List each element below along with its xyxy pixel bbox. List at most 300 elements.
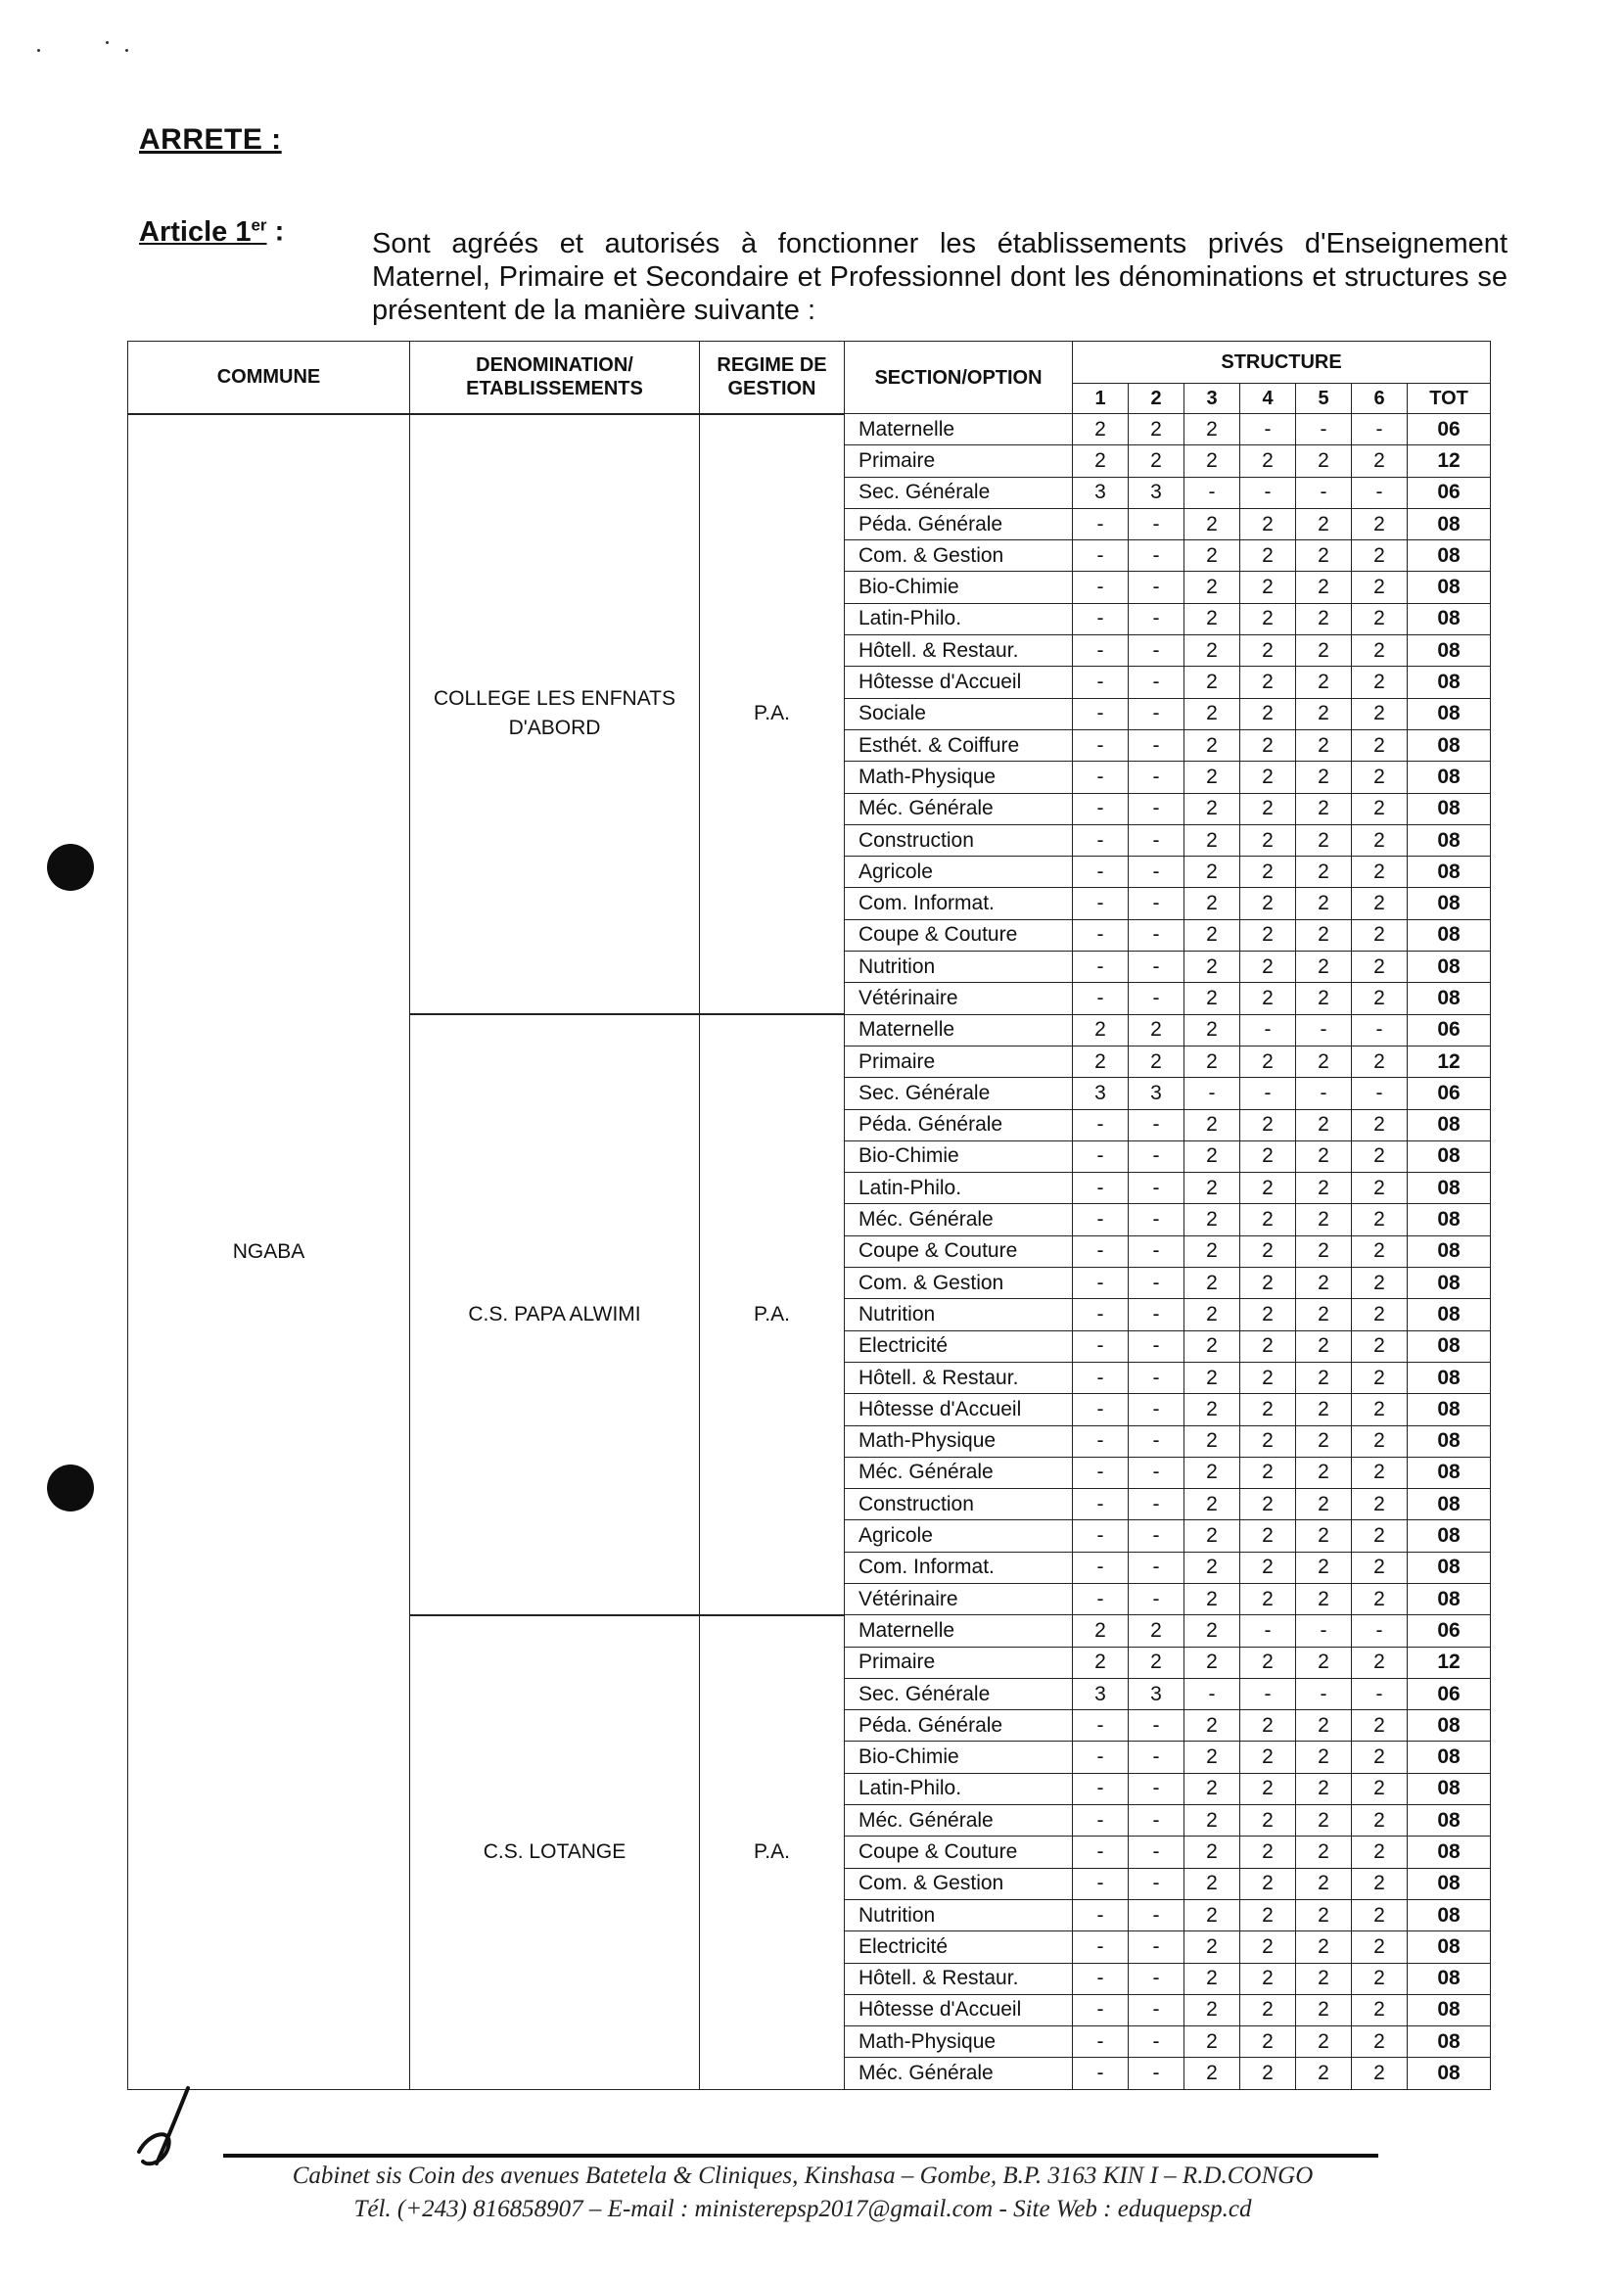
structure-cell: 2 [1184, 919, 1240, 951]
structure-cell: 2 [1352, 1552, 1408, 1583]
structure-cell: - [1073, 1994, 1129, 2025]
structure-cell: 2 [1129, 445, 1184, 477]
structure-cell: 2 [1296, 762, 1352, 793]
section-option-cell: Coupe & Couture [845, 1235, 1073, 1267]
section-option-cell: Com. Informat. [845, 888, 1073, 919]
structure-cell: 2 [1240, 1173, 1296, 1204]
structure-cell: 2 [1352, 1994, 1408, 2025]
structure-cell: 2 [1296, 1489, 1352, 1520]
structure-cell: 3 [1073, 1078, 1129, 1109]
structure-cell: - [1073, 888, 1129, 919]
total-cell: 08 [1408, 1425, 1491, 1457]
structure-cell: - [1073, 1868, 1129, 1899]
structure-cell: - [1129, 1204, 1184, 1235]
header-col: 6 [1352, 384, 1408, 414]
total-cell: 08 [1408, 793, 1491, 824]
total-cell: 12 [1408, 445, 1491, 477]
total-cell: 08 [1408, 572, 1491, 603]
total-cell: 08 [1408, 1204, 1491, 1235]
structure-cell: 2 [1184, 824, 1240, 856]
structure-cell: - [1296, 414, 1352, 445]
header-col: 4 [1240, 384, 1296, 414]
structure-cell: 2 [1240, 1140, 1296, 1172]
structure-cell: 2 [1352, 952, 1408, 983]
structure-cell: - [1073, 1710, 1129, 1742]
structure-cell: 2 [1296, 1204, 1352, 1235]
section-option-cell: Hôtell. & Restaur. [845, 1362, 1073, 1393]
section-option-cell: Sociale [845, 698, 1073, 729]
section-option-cell: Com. & Gestion [845, 1868, 1073, 1899]
section-option-cell: Méc. Générale [845, 1805, 1073, 1837]
structure-cell: - [1073, 1109, 1129, 1140]
structure-cell: 2 [1240, 1994, 1296, 2025]
structure-cell: - [1352, 1014, 1408, 1046]
structure-cell: - [1129, 1899, 1184, 1930]
structure-cell: - [1129, 572, 1184, 603]
structure-cell: - [1073, 2026, 1129, 2058]
total-cell: 08 [1408, 952, 1491, 983]
structure-cell: 2 [1296, 1299, 1352, 1330]
structure-cell: 2 [1296, 1710, 1352, 1742]
structure-cell: 2 [1184, 1805, 1240, 1837]
structure-cell: - [1352, 1615, 1408, 1647]
structure-cell: - [1073, 508, 1129, 539]
structure-cell: - [1073, 1583, 1129, 1614]
structure-cell: 2 [1352, 793, 1408, 824]
section-option-cell: Sec. Générale [845, 1078, 1073, 1109]
total-cell: 08 [1408, 1931, 1491, 1963]
structure-cell: 2 [1296, 888, 1352, 919]
structure-cell: 2 [1352, 1710, 1408, 1742]
structure-cell: 2 [1352, 572, 1408, 603]
footer [196, 2160, 1410, 2226]
structure-cell: - [1129, 857, 1184, 888]
section-option-cell: Péda. Générale [845, 1710, 1073, 1742]
section-option-cell: Méc. Générale [845, 1457, 1073, 1488]
section-option-cell: Latin-Philo. [845, 1773, 1073, 1804]
total-cell: 08 [1408, 667, 1491, 698]
structure-cell: 2 [1296, 603, 1352, 634]
structure-cell: 2 [1352, 1394, 1408, 1425]
total-cell: 08 [1408, 1868, 1491, 1899]
total-cell: 08 [1408, 1742, 1491, 1773]
structure-cell: 2 [1240, 983, 1296, 1014]
structure-cell: 2 [1184, 540, 1240, 572]
structure-cell: 2 [1352, 824, 1408, 856]
structure-cell: 2 [1296, 1362, 1352, 1393]
section-option-cell: Com. Informat. [845, 1552, 1073, 1583]
structure-cell: 2 [1240, 1520, 1296, 1552]
structure-cell: - [1129, 1394, 1184, 1425]
structure-cell: 2 [1352, 2026, 1408, 2058]
structure-cell: - [1184, 1678, 1240, 1709]
section-option-cell: Maternelle [845, 414, 1073, 445]
structure-cell: 2 [1352, 508, 1408, 539]
structure-cell: 2 [1240, 667, 1296, 698]
structure-cell: 2 [1296, 919, 1352, 951]
structure-cell: - [1129, 603, 1184, 634]
establishment-name: C.S. PAPA ALWIMI [410, 1014, 700, 1615]
total-cell: 08 [1408, 888, 1491, 919]
structure-cell: - [1073, 1204, 1129, 1235]
footer-contact: Tél. (+243) 816858907 – E-mail : ministerepsp2017@gmail.com - Site Web : eduquepsp.cd [353, 2196, 1252, 2222]
structure-cell: - [1129, 1457, 1184, 1488]
structure-cell: 2 [1352, 1457, 1408, 1488]
structure-cell: 2 [1296, 667, 1352, 698]
structure-cell: - [1073, 1425, 1129, 1457]
structure-cell: 2 [1073, 1615, 1129, 1647]
section-option-cell: Sec. Générale [845, 477, 1073, 508]
total-cell: 06 [1408, 1678, 1491, 1709]
structure-cell: - [1296, 1678, 1352, 1709]
structure-cell: - [1073, 857, 1129, 888]
structure-cell: - [1073, 1742, 1129, 1773]
structure-cell: 2 [1296, 698, 1352, 729]
structure-cell: 2 [1240, 445, 1296, 477]
structure-cell: 2 [1352, 1837, 1408, 1868]
section-option-cell: Bio-Chimie [845, 1140, 1073, 1172]
structure-cell: - [1129, 1140, 1184, 1172]
structure-cell: 2 [1296, 445, 1352, 477]
structure-cell: 2 [1240, 1742, 1296, 1773]
structure-cell: 2 [1240, 1109, 1296, 1140]
structure-cell: - [1129, 1235, 1184, 1267]
structure-cell: 2 [1240, 603, 1296, 634]
structure-cell: 2 [1352, 1425, 1408, 1457]
header-regime: REGIME DE GESTION [700, 342, 845, 414]
section-option-cell: Bio-Chimie [845, 1742, 1073, 1773]
structure-cell: 2 [1184, 857, 1240, 888]
structure-cell: 2 [1184, 1425, 1240, 1457]
structure-cell: 2 [1296, 729, 1352, 761]
structure-cell: 2 [1296, 1425, 1352, 1457]
header-col: 2 [1129, 384, 1184, 414]
structure-cell: 2 [1296, 1773, 1352, 1804]
structure-cell: 2 [1296, 952, 1352, 983]
structure-cell: 2 [1240, 1931, 1296, 1963]
structure-cell: 2 [1240, 1235, 1296, 1267]
structure-cell: 2 [1240, 1204, 1296, 1235]
structure-cell: 2 [1184, 1330, 1240, 1362]
structure-cell: 2 [1352, 1583, 1408, 1614]
header-denomination: DENOMINATION/ ETABLISSEMENTS [410, 342, 700, 414]
structure-cell: 2 [1240, 824, 1296, 856]
structure-cell: - [1129, 2026, 1184, 2058]
total-cell: 08 [1408, 1710, 1491, 1742]
structure-cell: 2 [1240, 698, 1296, 729]
binder-hole [47, 1465, 94, 1512]
regime-cell: P.A. [700, 414, 845, 1015]
structure-cell: 2 [1352, 1330, 1408, 1362]
structure-cell: 2 [1129, 1046, 1184, 1077]
section-option-cell: Vétérinaire [845, 1583, 1073, 1614]
structure-cell: 2 [1352, 1805, 1408, 1837]
structure-cell: 3 [1129, 477, 1184, 508]
structure-cell: 2 [1240, 729, 1296, 761]
section-option-cell: Primaire [845, 1647, 1073, 1678]
section-option-cell: Electricité [845, 1330, 1073, 1362]
structure-cell: - [1296, 1014, 1352, 1046]
structure-cell: 2 [1184, 1931, 1240, 1963]
section-option-cell: Nutrition [845, 1899, 1073, 1930]
structure-cell: 2 [1129, 1014, 1184, 1046]
structure-cell: - [1129, 1963, 1184, 1994]
structure-cell: 2 [1296, 983, 1352, 1014]
total-cell: 08 [1408, 824, 1491, 856]
structure-cell: - [1129, 824, 1184, 856]
structure-cell: - [1073, 1489, 1129, 1520]
structure-cell: 2 [1184, 1204, 1240, 1235]
structure-cell: 2 [1184, 1615, 1240, 1647]
structure-cell: - [1129, 508, 1184, 539]
structure-cell: 2 [1184, 1489, 1240, 1520]
structure-cell: - [1129, 1931, 1184, 1963]
structure-cell: 2 [1184, 698, 1240, 729]
section-option-cell: Agricole [845, 857, 1073, 888]
section-option-cell: Electricité [845, 1931, 1073, 1963]
structure-cell: 2 [1184, 888, 1240, 919]
total-cell: 06 [1408, 1014, 1491, 1046]
total-cell: 08 [1408, 1140, 1491, 1172]
total-cell: 08 [1408, 540, 1491, 572]
structure-cell: 2 [1184, 952, 1240, 983]
structure-cell: - [1073, 1268, 1129, 1299]
structure-cell: 2 [1352, 1140, 1408, 1172]
total-cell: 08 [1408, 1235, 1491, 1267]
structure-cell: 2 [1184, 1140, 1240, 1172]
structure-cell: - [1073, 824, 1129, 856]
structure-cell: - [1129, 1583, 1184, 1614]
structure-cell: 2 [1352, 729, 1408, 761]
structure-cell: 2 [1184, 1647, 1240, 1678]
structure-cell: 2 [1184, 1362, 1240, 1393]
structure-cell: - [1073, 919, 1129, 951]
structure-cell: - [1240, 1678, 1296, 1709]
structure-cell: 2 [1184, 445, 1240, 477]
structure-cell: 3 [1129, 1078, 1184, 1109]
total-cell: 08 [1408, 1268, 1491, 1299]
structure-cell: - [1129, 1109, 1184, 1140]
section-option-cell: Primaire [845, 445, 1073, 477]
structure-cell: - [1352, 477, 1408, 508]
structure-cell: 2 [1352, 635, 1408, 667]
section-option-cell: Péda. Générale [845, 508, 1073, 539]
structure-cell: - [1352, 1078, 1408, 1109]
structure-cell: 2 [1240, 1583, 1296, 1614]
section-option-cell: Hôtesse d'Accueil [845, 1394, 1073, 1425]
structure-table [127, 341, 1490, 2090]
structure-cell: - [1073, 1805, 1129, 1837]
structure-cell: - [1296, 1078, 1352, 1109]
structure-cell: 2 [1240, 793, 1296, 824]
structure-cell: - [1073, 1931, 1129, 1963]
structure-cell: - [1129, 1805, 1184, 1837]
structure-cell: 2 [1184, 1457, 1240, 1488]
structure-cell: 2 [1296, 1235, 1352, 1267]
section-option-cell: Construction [845, 824, 1073, 856]
structure-cell: - [1129, 793, 1184, 824]
structure-cell: 2 [1184, 1235, 1240, 1267]
structure-cell: 2 [1352, 1963, 1408, 1994]
structure-cell: 2 [1240, 1394, 1296, 1425]
structure-cell: - [1073, 572, 1129, 603]
structure-cell: 2 [1240, 1868, 1296, 1899]
structure-cell: 2 [1184, 667, 1240, 698]
structure-cell: - [1129, 729, 1184, 761]
section-option-cell: Sec. Générale [845, 1678, 1073, 1709]
structure-cell: 2 [1296, 1109, 1352, 1140]
structure-cell: 2 [1184, 1520, 1240, 1552]
total-cell: 12 [1408, 1647, 1491, 1678]
structure-cell: - [1129, 1489, 1184, 1520]
structure-cell: 2 [1240, 1457, 1296, 1488]
total-cell: 08 [1408, 1583, 1491, 1614]
structure-cell: 2 [1296, 1583, 1352, 1614]
structure-cell: - [1129, 1330, 1184, 1362]
structure-cell: 2 [1184, 1710, 1240, 1742]
section-option-cell: Hôtesse d'Accueil [845, 667, 1073, 698]
structure-cell: - [1073, 983, 1129, 1014]
structure-cell: - [1129, 919, 1184, 951]
structure-cell: 2 [1184, 414, 1240, 445]
total-cell: 12 [1408, 1046, 1491, 1077]
article-text: Sont agréés et autorisés à fonctionner les établissements privés d'Enseignement Maternel, Primaire et Secondaire et Professionnel dont les dénominations et structures se présentent de la manière suivante : [372, 228, 1508, 326]
total-cell: 08 [1408, 508, 1491, 539]
structure-cell: - [1073, 540, 1129, 572]
section-option-cell: Construction [845, 1489, 1073, 1520]
structure-cell: - [1129, 1299, 1184, 1330]
total-cell: 08 [1408, 2058, 1491, 2089]
structure-cell: 2 [1352, 698, 1408, 729]
structure-cell: - [1073, 1362, 1129, 1393]
structure-cell: 2 [1296, 572, 1352, 603]
section-option-cell: Péda. Générale [845, 1109, 1073, 1140]
structure-cell: 2 [1352, 1299, 1408, 1330]
structure-cell: 2 [1184, 2026, 1240, 2058]
total-cell: 08 [1408, 1773, 1491, 1804]
structure-cell: - [1129, 667, 1184, 698]
structure-cell: - [1073, 729, 1129, 761]
footer-rule [223, 2154, 1378, 2158]
total-cell: 08 [1408, 1552, 1491, 1583]
regime-cell: P.A. [700, 1615, 845, 2089]
total-cell: 08 [1408, 1520, 1491, 1552]
structure-cell: - [1129, 1520, 1184, 1552]
structure-cell: 2 [1352, 603, 1408, 634]
structure-cell: 2 [1240, 1299, 1296, 1330]
structure-cell: - [1296, 477, 1352, 508]
structure-cell: 2 [1184, 1299, 1240, 1330]
structure-cell: 2 [1296, 1963, 1352, 1994]
total-cell: 08 [1408, 603, 1491, 634]
structure-cell: 2 [1240, 952, 1296, 983]
structure-cell: 2 [1296, 1173, 1352, 1204]
structure-cell: 2 [1073, 414, 1129, 445]
total-cell: 08 [1408, 919, 1491, 951]
structure-cell: 2 [1296, 1552, 1352, 1583]
structure-cell: - [1073, 1140, 1129, 1172]
structure-cell: 2 [1073, 445, 1129, 477]
structure-cell: 2 [1184, 793, 1240, 824]
structure-cell: 2 [1296, 1868, 1352, 1899]
structure-cell: - [1073, 1173, 1129, 1204]
structure-cell: - [1073, 1457, 1129, 1488]
total-cell: 06 [1408, 414, 1491, 445]
structure-cell: 2 [1240, 762, 1296, 793]
header-col: 3 [1184, 384, 1240, 414]
structure-cell: - [1129, 1994, 1184, 2025]
structure-cell: 2 [1296, 508, 1352, 539]
structure-cell: 2 [1296, 1046, 1352, 1077]
section-option-cell: Esthét. & Coiffure [845, 729, 1073, 761]
total-cell: 06 [1408, 1615, 1491, 1647]
section-option-cell: Vétérinaire [845, 983, 1073, 1014]
structure-cell: 2 [1240, 2058, 1296, 2089]
structure-cell: - [1352, 414, 1408, 445]
scan-speck [125, 49, 128, 52]
structure-cell: 2 [1296, 793, 1352, 824]
structure-cell: 2 [1296, 540, 1352, 572]
total-cell: 06 [1408, 1078, 1491, 1109]
structure-cell: 2 [1296, 824, 1352, 856]
structure-cell: - [1240, 1014, 1296, 1046]
structure-cell: 2 [1296, 1330, 1352, 1362]
scan-speck [37, 49, 40, 52]
structure-cell: 2 [1240, 1552, 1296, 1583]
section-option-cell: Agricole [845, 1520, 1073, 1552]
structure-cell: - [1240, 1615, 1296, 1647]
structure-cell: 2 [1240, 919, 1296, 951]
structure-cell: 2 [1073, 1647, 1129, 1678]
section-option-cell: Com. & Gestion [845, 1268, 1073, 1299]
structure-cell: 2 [1352, 1742, 1408, 1773]
structure-cell: - [1073, 698, 1129, 729]
structure-cell: 2 [1352, 2058, 1408, 2089]
table-row [128, 414, 1491, 445]
commune-cell: NGABA [128, 414, 410, 2090]
structure-cell: - [1129, 762, 1184, 793]
structure-cell: 2 [1296, 1268, 1352, 1299]
header-col: 5 [1296, 384, 1352, 414]
total-cell: 08 [1408, 1837, 1491, 1868]
structure-cell: 2 [1352, 667, 1408, 698]
total-cell: 08 [1408, 1994, 1491, 2025]
structure-cell: - [1073, 667, 1129, 698]
structure-cell: - [1073, 1899, 1129, 1930]
structure-cell: - [1129, 1710, 1184, 1742]
structure-cell: - [1352, 1678, 1408, 1709]
structure-cell: - [1073, 793, 1129, 824]
section-option-cell: Maternelle [845, 1014, 1073, 1046]
header-structure: STRUCTURE [1073, 342, 1491, 384]
section-option-cell: Méc. Générale [845, 2058, 1073, 2089]
structure-cell: - [1073, 1394, 1129, 1425]
total-cell: 08 [1408, 1457, 1491, 1488]
structure-cell: 2 [1240, 635, 1296, 667]
structure-cell: 2 [1352, 857, 1408, 888]
structure-cell: - [1129, 1425, 1184, 1457]
structure-cell: 2 [1352, 1899, 1408, 1930]
structure-cell: 2 [1296, 1394, 1352, 1425]
structure-cell: - [1073, 1963, 1129, 1994]
structure-cell: - [1129, 1173, 1184, 1204]
structure-cell: - [1073, 2058, 1129, 2089]
structure-cell: 2 [1296, 1520, 1352, 1552]
structure-cell: 2 [1240, 1710, 1296, 1742]
total-cell: 08 [1408, 635, 1491, 667]
structure-cell: 2 [1352, 1773, 1408, 1804]
structure-cell: 2 [1184, 1963, 1240, 1994]
